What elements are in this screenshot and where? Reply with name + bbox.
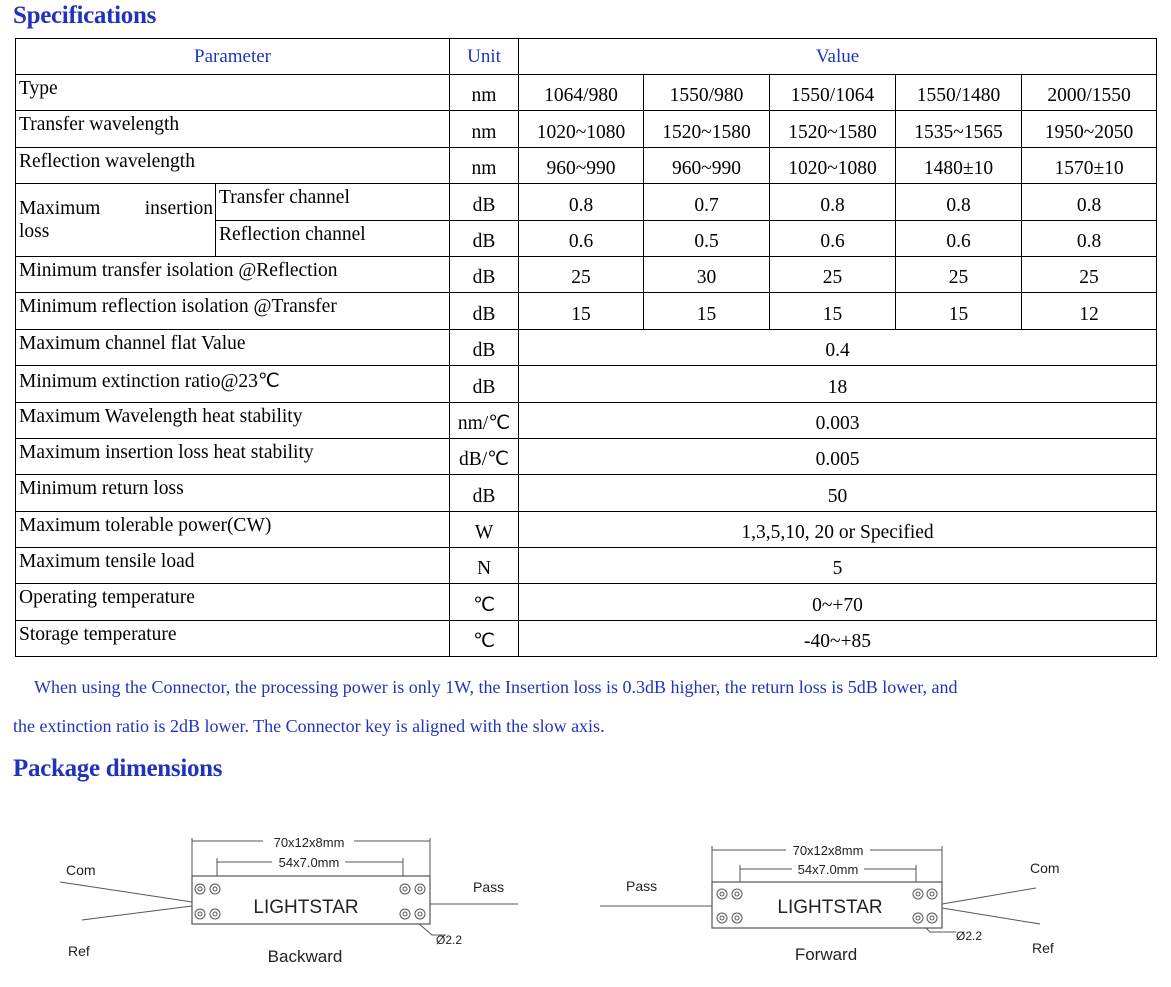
header-unit: Unit [450, 39, 519, 75]
table-row [16, 475, 1157, 511]
table-row [16, 402, 1157, 438]
value-cell: 1550/1480 [896, 75, 1022, 111]
param-transfer-channel: Transfer channel [216, 184, 450, 220]
value-cell: 2000/1550 [1022, 75, 1157, 111]
unit-cell: ℃ [450, 584, 519, 620]
table-row [16, 584, 1157, 620]
table-row [16, 329, 1157, 365]
table-header-row [16, 39, 1157, 75]
value-cell: 0.4 [519, 329, 1157, 365]
table-row [16, 511, 1157, 547]
forward-hole-label: Ø2.2 [956, 929, 983, 943]
unit-cell: nm [450, 147, 519, 183]
unit-cell: W [450, 511, 519, 547]
backward-port-com: Com [66, 862, 96, 878]
param-wavelength-heat: Maximum Wavelength heat stability [16, 402, 450, 438]
param-operating-temp: Operating temperature [16, 584, 450, 620]
value-cell: 1570±10 [1022, 147, 1157, 183]
table-row [16, 184, 1157, 220]
value-cell: 25 [770, 256, 896, 292]
value-cell: 15 [519, 293, 644, 329]
value-cell: 0.8 [519, 184, 644, 220]
value-cell: 25 [1022, 256, 1157, 292]
param-extinction-ratio: Minimum extinction ratio@23℃ [16, 366, 450, 402]
unit-cell: dB [450, 256, 519, 292]
table-row [16, 438, 1157, 474]
value-cell: 1550/1064 [770, 75, 896, 111]
unit-cell: dB [450, 366, 519, 402]
value-cell: 0.6 [896, 220, 1022, 256]
value-cell: 5 [519, 548, 1157, 584]
unit-cell: dB [450, 475, 519, 511]
unit-cell: dB [450, 293, 519, 329]
value-cell: 0.6 [770, 220, 896, 256]
value-cell: 15 [770, 293, 896, 329]
value-cell: 1480±10 [896, 147, 1022, 183]
param-insertion-loss [16, 184, 216, 257]
unit-cell: dB/℃ [450, 438, 519, 474]
backward-outer-dimension: 70x12x8mm [273, 835, 345, 850]
table-row [16, 548, 1157, 584]
value-cell: 0.8 [770, 184, 896, 220]
backward-diagram [60, 835, 518, 966]
forward-inner-dimension: 54x7.0mm [797, 862, 859, 877]
value-cell: 0.5 [644, 220, 770, 256]
value-cell: 0~+70 [519, 584, 1157, 620]
insertion-loss-word: Maximum [19, 198, 101, 220]
backward-caption: Backward [267, 947, 343, 966]
note-line-2: the extinction ratio is 2dB lower. The Connector key is aligned with the slow axis. [13, 716, 605, 736]
value-cell: 1520~1580 [644, 111, 770, 147]
value-cell: 0.8 [1022, 184, 1157, 220]
unit-cell: nm/℃ [450, 402, 519, 438]
package-dimensions-diagram [0, 820, 1171, 980]
unit-cell: nm [450, 75, 519, 111]
param-tensile-load: Maximum tensile load [16, 548, 450, 584]
value-cell: 960~990 [519, 147, 644, 183]
specifications-title: Specifications [13, 2, 157, 29]
unit-cell: dB [450, 184, 519, 220]
value-cell: 1020~1080 [770, 147, 896, 183]
forward-port-ref: Ref [1032, 940, 1054, 956]
header-parameter: Parameter [16, 39, 450, 75]
param-storage-temp: Storage temperature [16, 620, 450, 656]
param-min-reflection-isolation: Minimum reflection isolation @Transfer [16, 293, 450, 329]
value-cell: 1550/980 [644, 75, 770, 111]
forward-outer-dimension: 70x12x8mm [792, 843, 864, 858]
value-cell: -40~+85 [519, 620, 1157, 656]
value-cell: 1950~2050 [1022, 111, 1157, 147]
param-type: Type [16, 75, 450, 111]
value-cell: 25 [896, 256, 1022, 292]
table-row [16, 111, 1157, 147]
backward-port-ref: Ref [68, 943, 90, 959]
value-cell: 1535~1565 [896, 111, 1022, 147]
insertion-loss-word: insertion [144, 198, 213, 220]
backward-port-pass: Pass [473, 879, 505, 895]
package-dimensions-title: Package dimensions [13, 755, 223, 782]
value-cell: 0.003 [519, 402, 1157, 438]
unit-cell: N [450, 548, 519, 584]
param-tolerable-power: Maximum tolerable power(CW) [16, 511, 450, 547]
param-transfer-wavelength: Transfer wavelength [16, 111, 450, 147]
note-line-1: When using the Connector, the processing power is only 1W, the Insertion loss is 0.3dB higher, the return loss is 5dB lower, and [34, 677, 958, 697]
forward-diagram [600, 843, 1060, 964]
param-min-transfer-isolation: Minimum transfer isolation @Reflection [16, 256, 450, 292]
param-reflection-channel: Reflection channel [216, 220, 450, 256]
forward-port-pass: Pass [626, 878, 658, 894]
forward-caption: Forward [794, 945, 858, 964]
param-reflection-wavelength: Reflection wavelength [16, 147, 450, 183]
value-cell: 0.6 [519, 220, 644, 256]
unit-cell: nm [450, 111, 519, 147]
value-cell: 18 [519, 366, 1157, 402]
value-cell: 0.8 [1022, 220, 1157, 256]
param-insertion-heat: Maximum insertion loss heat stability [16, 438, 450, 474]
backward-brand-label: LIGHTSTAR [253, 897, 359, 918]
unit-cell: dB [450, 329, 519, 365]
param-return-loss: Minimum return loss [16, 475, 450, 511]
table-row [16, 293, 1157, 329]
value-cell: 15 [644, 293, 770, 329]
backward-inner-dimension: 54x7.0mm [278, 855, 340, 870]
value-cell: 12 [1022, 293, 1157, 329]
table-row [16, 366, 1157, 402]
value-cell: 30 [644, 256, 770, 292]
forward-brand-label: LIGHTSTAR [777, 897, 883, 918]
value-cell: 50 [519, 475, 1157, 511]
table-row [16, 147, 1157, 183]
forward-port-com: Com [1030, 860, 1060, 876]
value-cell: 1,3,5,10, 20 or Specified [519, 511, 1157, 547]
unit-cell: dB [450, 220, 519, 256]
insertion-loss-word: loss [19, 221, 50, 243]
value-cell: 1520~1580 [770, 111, 896, 147]
specifications-table [15, 38, 1157, 657]
table-row [16, 75, 1157, 111]
value-cell: 0.8 [896, 184, 1022, 220]
value-cell: 15 [896, 293, 1022, 329]
backward-hole-label: Ø2.2 [436, 933, 463, 947]
value-cell: 960~990 [644, 147, 770, 183]
value-cell: 0.7 [644, 184, 770, 220]
table-row [16, 256, 1157, 292]
value-cell: 25 [519, 256, 644, 292]
value-cell: 1064/980 [519, 75, 644, 111]
param-channel-flat: Maximum channel flat Value [16, 329, 450, 365]
header-value: Value [519, 39, 1157, 75]
insertion-loss-line [19, 197, 215, 220]
value-cell: 1020~1080 [519, 111, 644, 147]
unit-cell: ℃ [450, 620, 519, 656]
value-cell: 0.005 [519, 438, 1157, 474]
table-row [16, 620, 1157, 656]
